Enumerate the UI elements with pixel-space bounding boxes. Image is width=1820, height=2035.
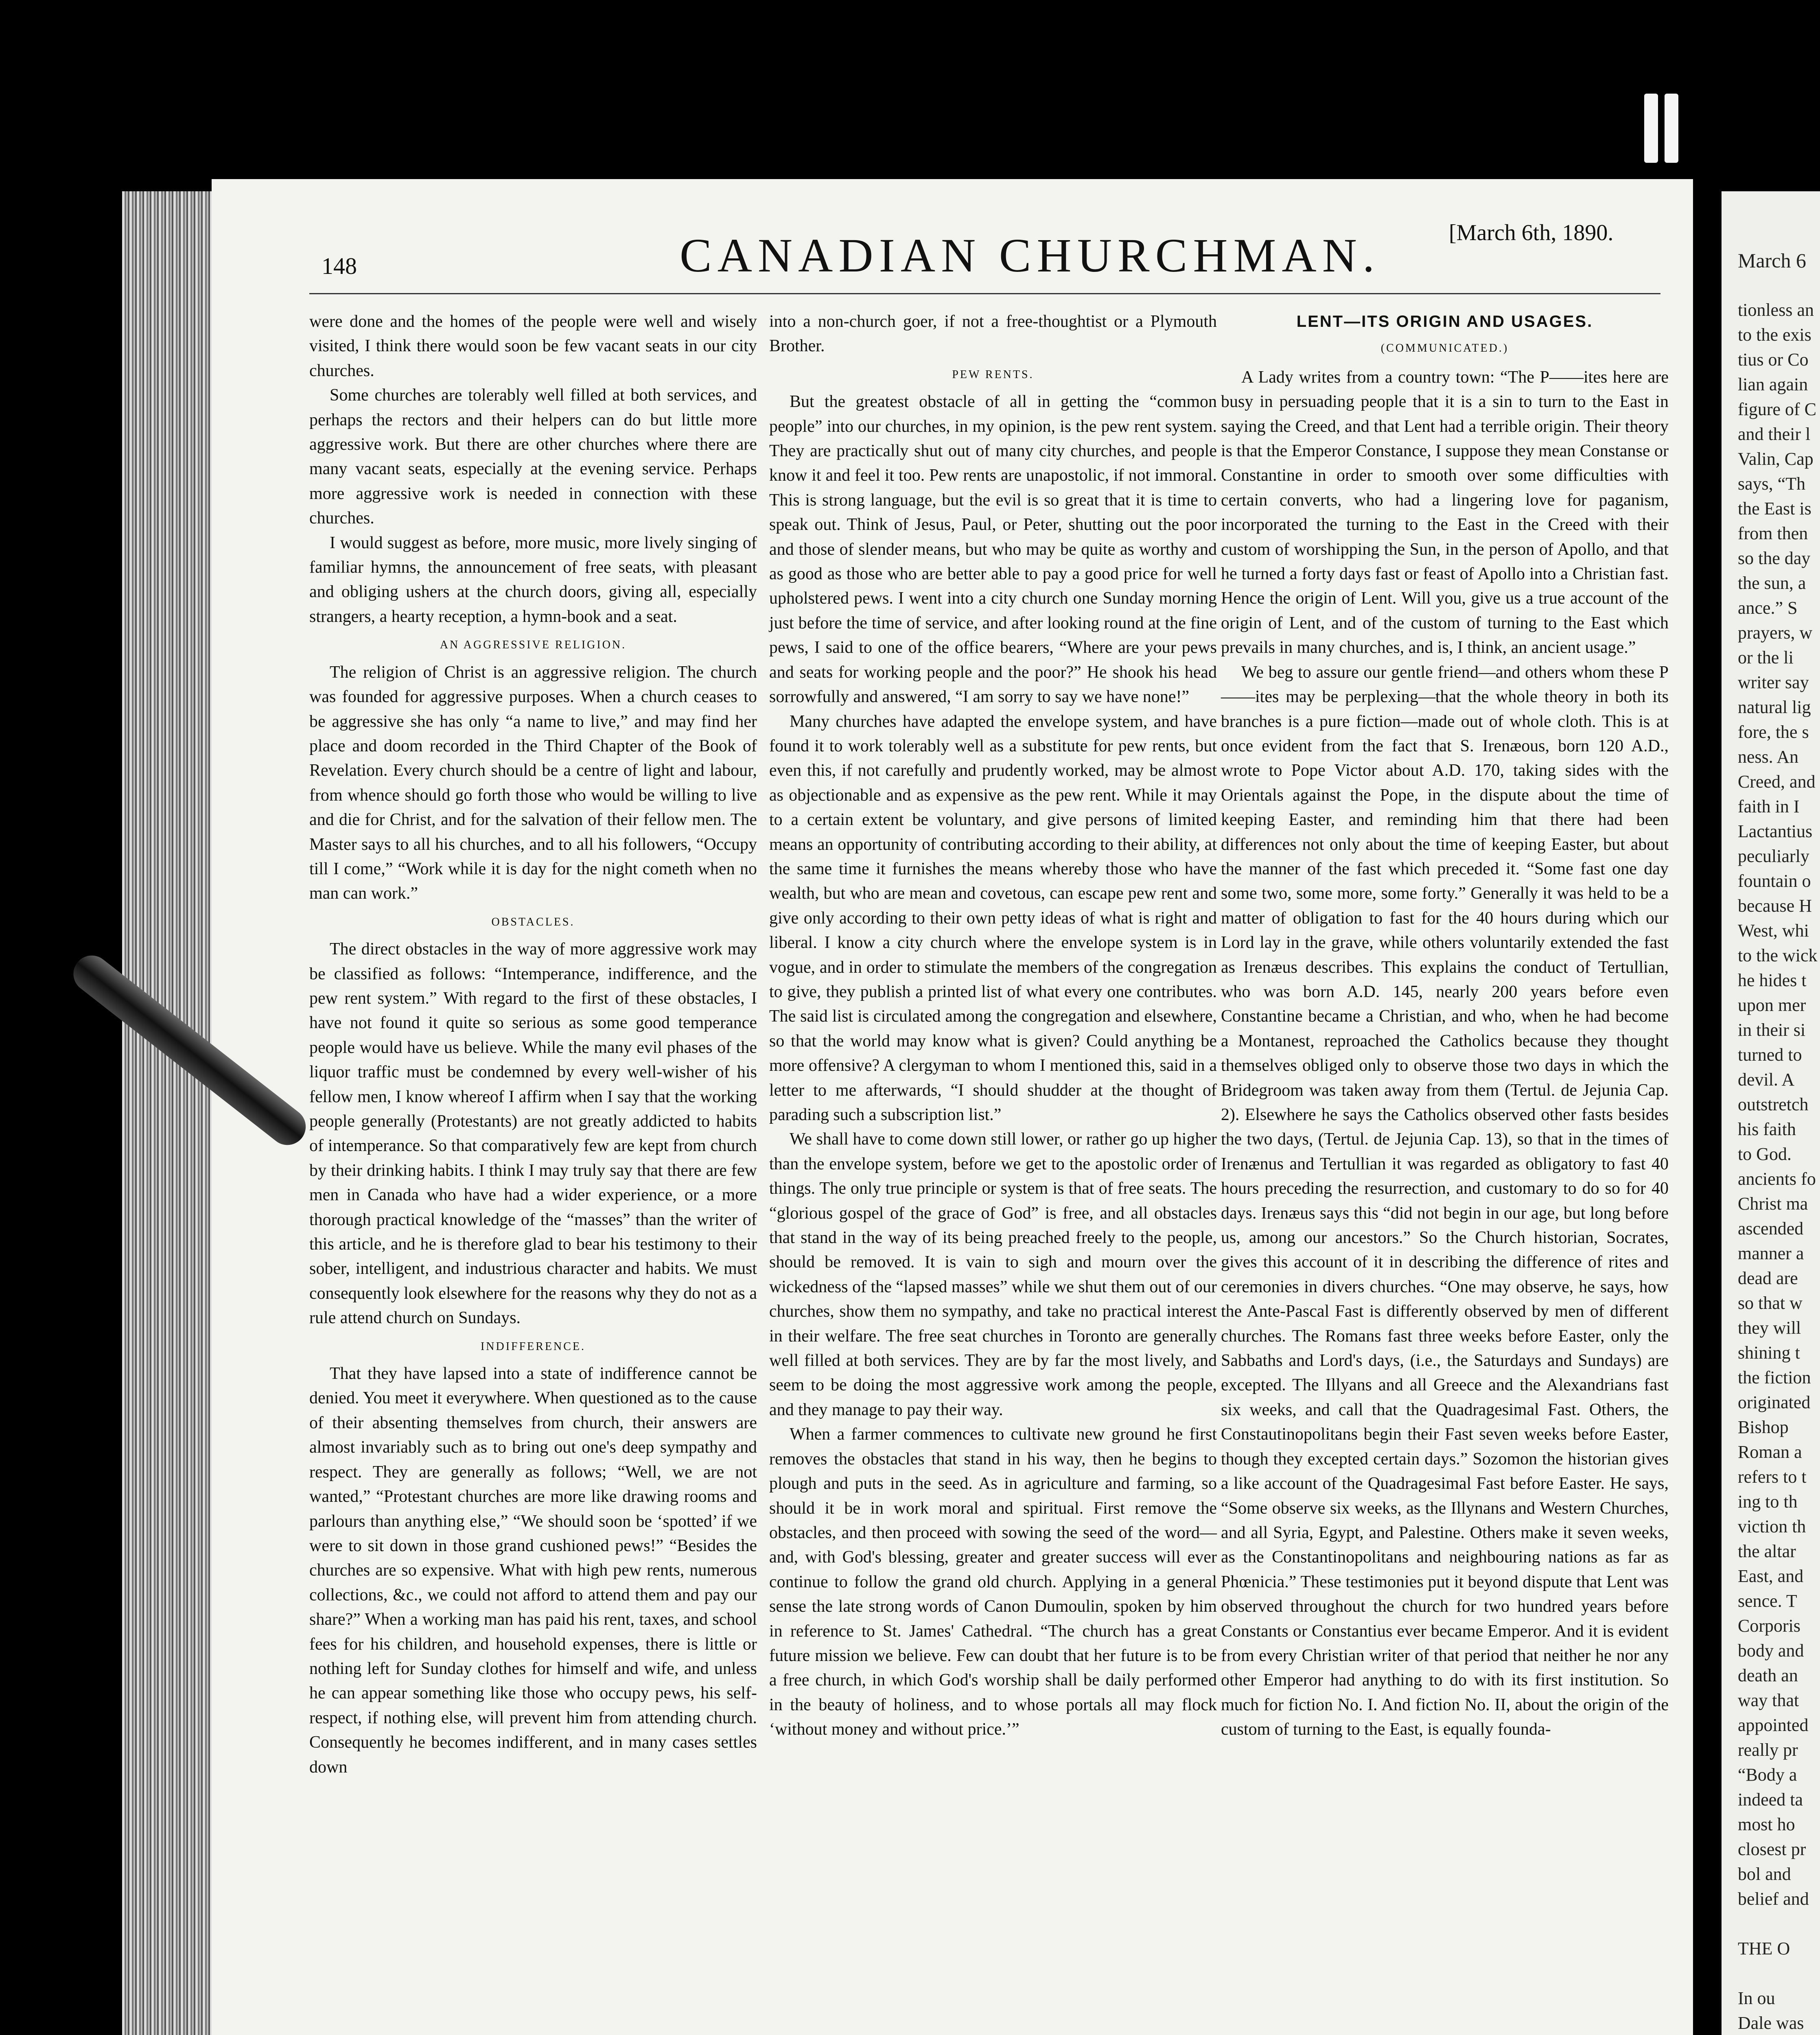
next-page-line: “Body a	[1738, 1765, 1797, 1785]
next-page-line: or the li	[1738, 648, 1794, 667]
next-page-line: manner a	[1738, 1243, 1804, 1263]
next-page-line: THE O	[1738, 1939, 1790, 1958]
paragraph: Many churches have adapted the envelope system, and have found it to work tolerably well as a substitute for pew rents, but even this, if not carefully and prudently worked, may be almost as objectionable and as expensive as the pew rent. While it may to a certain extent be voluntary, and give persons of limited means an opportunity of contributing according to their ability, at the same time it furnishes the means whereby those who have wealth, but who are mean and covetous, can escape pew rent and give only according to their own petty ideas of what is right and liberal. I know a city church where the envelope system is in vogue, and in order to stimulate the members of the congregation to give, they publish a printed list of what every one contributes. The said list is circulated among the congregation and elsewhere, so that the world may know what is given? Could anything be more offensive? A clergyman to whom I mentioned this, said in a letter to me afterwards, “I should shudder at the thought of parading such a subscription list.”	[769, 712, 1217, 1124]
next-page-line: because H	[1738, 896, 1812, 916]
next-page-line: body and	[1738, 1641, 1804, 1661]
next-page-line: Lactantius	[1738, 821, 1813, 841]
next-page-line: death an	[1738, 1665, 1798, 1685]
next-page-line: ancients fo	[1738, 1169, 1816, 1189]
section-heading: OBSTACLES.	[491, 915, 575, 928]
paragraph: That they have lapsed into a state of indifference cannot be denied. You meet it everywhere. When questioned as to the cause of their absenting themselves from church, their answers are almost invariably such as to bring out one's deep sympathy and respect. They are generally as follows; “Well, we are not wanted,” “Protestant churches are more like drawing rooms and parlours than anything else,” “We should soon be ‘spotted’ if we were to sit down in those grand cushioned pews!” “Besides the churches are so expensive. What with high pew rents, numerous collections, &c., we could not afford to attend them and pay our share?” When a working man has paid his rent, taxes, and school fees for his children, and household expenses, there is little or nothing left for Sunday clothes for himself and wife, and unless he can appear something like those who occupy pews, his self-respect, if nothing else, will prevent him from attending church. Consequently he becomes indifferent, and in many cases settles down	[309, 1364, 757, 1777]
next-page-line: really pr	[1738, 1740, 1798, 1760]
next-page-line: ascended	[1738, 1219, 1804, 1239]
next-page-line: Dale was	[1738, 2013, 1804, 2033]
next-page-line: ness. An	[1738, 747, 1799, 767]
next-page-line: Bishop	[1738, 1417, 1789, 1437]
next-page-line: writer say	[1738, 672, 1809, 692]
next-page-line: ing to th	[1738, 1492, 1798, 1512]
next-page-line: closest pr	[1738, 1839, 1806, 1859]
paragraph: When a farmer commences to cultivate new ground he first removes the obstacles that stand in his way, then he begins to plough and puts in the seed. As in agriculture and farming, so should it be in work moral and spiritual. First remove the obstacles, and then proceed with sowing the seed of the word—and, with God's blessing, greater and greater success will ever continue to follow the grand old church. Applying in a general sense the late strong words of Canon Dumoulin, spoken by him in reference to St. James' Cathedral. “The church has a great future mission we believe. Few can doubt that her future is to be a free church, in which God's worship shall be daily performed in the beauty of holiness, and to whose portals all may flock ‘without money and without price.’”	[769, 1425, 1217, 1739]
next-page-line: in their si	[1738, 1020, 1806, 1040]
next-page-line: fountain o	[1738, 871, 1811, 891]
next-page-line: dead are	[1738, 1268, 1798, 1288]
article-title: LENT—ITS ORIGIN AND USAGES.	[1296, 313, 1593, 330]
next-page-line: so the day	[1738, 548, 1811, 568]
next-page-line: upon mer	[1738, 995, 1806, 1015]
column-1	[309, 309, 757, 1779]
next-page-line: the sun, a	[1738, 573, 1806, 593]
next-page-line: they will	[1738, 1318, 1801, 1338]
next-page-line: to the exis	[1738, 325, 1811, 345]
paragraph: I would suggest as before, more music, more lively singing of familiar hymns, the announcement of free seats, with pleasant and obliging ushers at the church doors, giving all, especially strangers, a hearty reception, a hymn-book and a seat.	[309, 533, 757, 626]
next-page-line: says, “Th	[1738, 474, 1806, 494]
next-page-line: outstretch	[1738, 1094, 1809, 1114]
next-page-line: the East is	[1738, 499, 1811, 519]
next-page-lines	[1738, 298, 1820, 2035]
next-page-line: tionless an	[1738, 300, 1814, 320]
next-page-line: turned to	[1738, 1045, 1802, 1065]
next-page-line: peculiarly	[1738, 846, 1809, 866]
section-heading: INDIFFERENCE.	[480, 1340, 586, 1353]
next-page-line: and their l	[1738, 424, 1811, 444]
binding-clip	[1665, 94, 1678, 163]
masthead-title: CANADIAN CHURCHMAN.	[680, 229, 1380, 282]
column-3	[1221, 309, 1669, 1742]
next-page-line: his faith	[1738, 1119, 1796, 1139]
next-page-text	[1722, 191, 1820, 2035]
next-page-line: the fiction	[1738, 1368, 1811, 1387]
next-page-line: In ou	[1738, 1988, 1775, 2008]
next-page-line: figure of C	[1738, 399, 1817, 419]
page-header	[212, 179, 1693, 301]
next-page-line: faith in I	[1738, 796, 1800, 816]
header-rule	[309, 293, 1660, 294]
next-page-line: sence. T	[1738, 1591, 1797, 1611]
next-page-line: Valin, Cap	[1738, 449, 1813, 469]
next-page-line: appointed	[1738, 1715, 1809, 1735]
next-page-line: Roman a	[1738, 1442, 1802, 1462]
next-page-line: from then	[1738, 523, 1808, 543]
next-page-fragment	[1722, 191, 1820, 2035]
next-page-line: East, and	[1738, 1566, 1804, 1586]
paragraph: We beg to assure our gentle friend—and others whom these P——ites may be perplexing—that the whole theory in both its branches is a pure fiction—made out of whole cloth. This is at once evident from the fact that S. Irenæous, born 120 A.D., wrote to Pope Victor about A.D. 170, taking sides with the Orientals against the Pope, in the dispute about the time of keeping Easter, and reminding him that there had been differences not only about the time of keeping Easter, but about the manner of the fast which preceded it. “Some fast one day some two, some more, some forty.” Generally it was held to be a matter of obligation to fast for the 40 hours during which our Lord lay in the grave, while others voluntarily extended the fast as Irenæus describes. This explains the conduct of Tertullian, who was born A.D. 145, nearly 200 years before even Constantine became a Christian, and who, when he had become a Montanest, reproached the Catholics because they thought themselves obliged only to observe those two days in which the Bridegroom was taken away from them (Tertul. de Jejunia Cap. 2). Elsewhere he says the Catholics observed other fasts besides the two days, (Tertul. de Jejunia Cap. 13), so that in the times of Irenænus and Tertullian it was regarded as obligatory to fast 40 hours preceding the resurrection, and customary to do so for 40 days. Irenæus says this “did not begin in our age, but long before us, among our ancestors.” So the Church historian, Socrates, gives this account of it in describing the difference of rites and ceremonies in divers churches. “One may observe, he says, how the Ante-Pascal Fast is differently observed by men of different churches. The Romans fast three weeks before Easter, only the Sabbaths and Lord's days, (i.e., the Saturdays and Sundays) are excepted. The Illyans and all Greece and the Alexandrians fast six weeks, and call that the Quadragesimal Fast. Others, the Constautinopolitans begin their Fast seven weeks before Easter, though they excepted certain days.” Sozomon the historian gives a like account of the Quadragesimal Fast before Easter. He says, “Some observe six weeks, as the Illynans and Western Churches, and all Syria, Egypt, and Palestine. Others make it seven weeks, as the Constantinopolitans and neighbouring nations as far as Phœnicia.” These testimonies put it beyond dispute that Lent was observed throughout the church for two hundred years before Constants or Constantius ever became Emperor. And it is evident from every Christian writer of that period that neither he nor any other Emperor had anything to do with its first institution. So much for fiction No. I. And fiction No. II, about the origin of the custom of turning to the East, is equally founda-	[1221, 663, 1669, 1739]
next-page-line: way that	[1738, 1690, 1799, 1710]
column-2	[769, 309, 1217, 1742]
next-page-line: bol and	[1738, 1864, 1791, 1884]
paragraph: The religion of Christ is an aggressive religion. The church was founded for aggressive purposes. When a church ceases to be aggressive she has only “a name to live,” and may find her place and doom recorded in the Third Chapter of the Book of Revelation. Every church should be a centre of light and labour, from whence should go forth those who would be willing to live and die for Christ, and for the salvation of their fellow men. The Master says to all his churches, and to all his followers, “Occupy till I come,” “Work while it is day for the night cometh when no man can work.”	[309, 663, 757, 903]
next-page-line: natural lig	[1738, 697, 1811, 717]
next-page-line: tius or Co	[1738, 350, 1809, 370]
next-page-line	[1738, 1911, 1820, 1936]
next-page-line: Christ ma	[1738, 1194, 1808, 1214]
next-page-line: originated	[1738, 1392, 1811, 1412]
next-page-line: ance.” S	[1738, 598, 1798, 618]
section-heading: AN AGGRESSIVE RELIGION.	[440, 639, 627, 652]
page-number: 148	[322, 253, 357, 279]
paragraph: The direct obstacles in the way of more aggressive work may be classified as follows: “Intemperance, indifference, and the pew rent system.” With regard to the first of these obstacles, I have not found it quite so serious as some good temperance people would have us believe. While the many evil phases of the liquor traffic must be condemned by every well-wisher of his fellow men, I know whereof I affirm when I say that the working people generally (Protestants) are not greatly addicted to habits of intemperance. So that comparatively few are kept from church by their drinking habits. I think I may truly say that there are few men in Canada who have had a wider experience, or a more thorough practical knowledge of the “masses” than the writer of this article, and he is therefore glad to bear his testimony to their sober, intelligent, and industrious character and habits. We must consequently look elsewhere for the reasons why they do not as a rule attend church on Sundays.	[309, 940, 757, 1328]
section-heading: PEW RENTS.	[952, 368, 1034, 381]
next-page-line: the altar	[1738, 1541, 1796, 1561]
paragraph: We shall have to come down still lower, or rather go up higher than the envelope system, before we get to the apostolic order of things. The only true principle or system is that of free seats. The “glorious gospel of the grace of God” is free, and all obstacles that stand in the way of its being preached freely to the people, should be removed. It is vain to sigh and mourn over the wickedness of the “lapsed masses” while we shut them out of our churches, show them no sympathy, and take no practical interest in their welfare. The free seat churches in Toronto are generally well filled at both services. They are by far the most lively, and seem to be doing the most aggressive work among the people, and they manage to pay their way.	[769, 1130, 1217, 1419]
next-page-line: indeed ta	[1738, 1790, 1803, 1810]
paragraph: Some churches are tolerably well filled at both services, and perhaps the rectors and their helpers can do but little more aggressive work. But there are other churches where there are many vacant seats, especially at the evening service. Perhaps more aggressive work is needed in connection with these churches.	[309, 386, 757, 528]
next-page-line: fore, the s	[1738, 722, 1809, 742]
next-page-line: shining t	[1738, 1343, 1800, 1363]
paragraph: But the greatest obstacle of all in getting the “common people” into our churches, in my opinion, is the pew rent system. They are practically shut out of many city churches, and people know it and feel it too. Pew rents are unapostolic, if not immoral. This is strong language, but the evil is so great that it is time to speak out. Think of Jesus, Paul, or Peter, shutting out the poor and those of slender means, but who may be quite as worthy and as good as those who are better able to pay a good price for well upholstered pews. I went into a city church one Sunday morning just before the time of service, and after looking round at the fine pews, I said to one of the office bearers, “Where are your pews and seats for working people and the poor?” He shook his head sorrowfully and answered, “I am sorry to say we have none!”	[769, 392, 1217, 707]
next-page-line: prayers, w	[1738, 623, 1813, 643]
next-page-line: refers to t	[1738, 1467, 1807, 1487]
next-page-line: belief and	[1738, 1889, 1809, 1909]
paragraph: A Lady writes from a country town: “The P——ites here are busy in persuading people that it is a sin to turn to the East in saying the Creed, and that Lent had a terrible origin. Their theory is that the Emperor Constance, I suppose they mean Constanse or Constantine in order to smooth over some difficulties with certain converts, who had a lingering love for paganism, incorporated the turning to the East in the Creed with their custom of worshipping the Sun, in the person of Apollo, and that he turned a forty days fast or feast of Apollo into a Christian fast. Hence the origin of Lent. Will you, give us a true account of the origin of Lent, and of the custom of turning to the East which prevails in many churches, and is, I think, an ancient usage.”	[1221, 368, 1669, 657]
article-subtitle: (COMMUNICATED.)	[1380, 342, 1509, 355]
paragraph: into a non-church goer, if not a free-thoughtist or a Plymouth Brother.	[769, 312, 1217, 356]
next-page-line: devil. A	[1738, 1070, 1795, 1090]
next-page-line: lian again	[1738, 374, 1808, 394]
newspaper-page	[212, 179, 1693, 2035]
next-page-line: so that w	[1738, 1293, 1802, 1313]
next-page-line	[1738, 1961, 1820, 1986]
next-page-line: Creed, and	[1738, 772, 1816, 792]
next-page-line: he hides t	[1738, 970, 1807, 990]
next-page-line: to God.	[1738, 1144, 1792, 1164]
next-page-line: to the wick	[1738, 945, 1818, 965]
next-page-line: Corporis	[1738, 1616, 1800, 1636]
issue-date: [March 6th, 1890.	[1449, 220, 1614, 245]
paragraph: were done and the homes of the people were well and wisely visited, I think there would soon be few vacant seats in our city churches.	[309, 312, 757, 380]
binding-clip	[1644, 94, 1658, 163]
next-page-line: most ho	[1738, 1814, 1795, 1834]
next-page-line: West, whi	[1738, 921, 1809, 941]
next-page-header: March 6	[1738, 249, 1806, 272]
next-page-line: viction th	[1738, 1516, 1806, 1536]
